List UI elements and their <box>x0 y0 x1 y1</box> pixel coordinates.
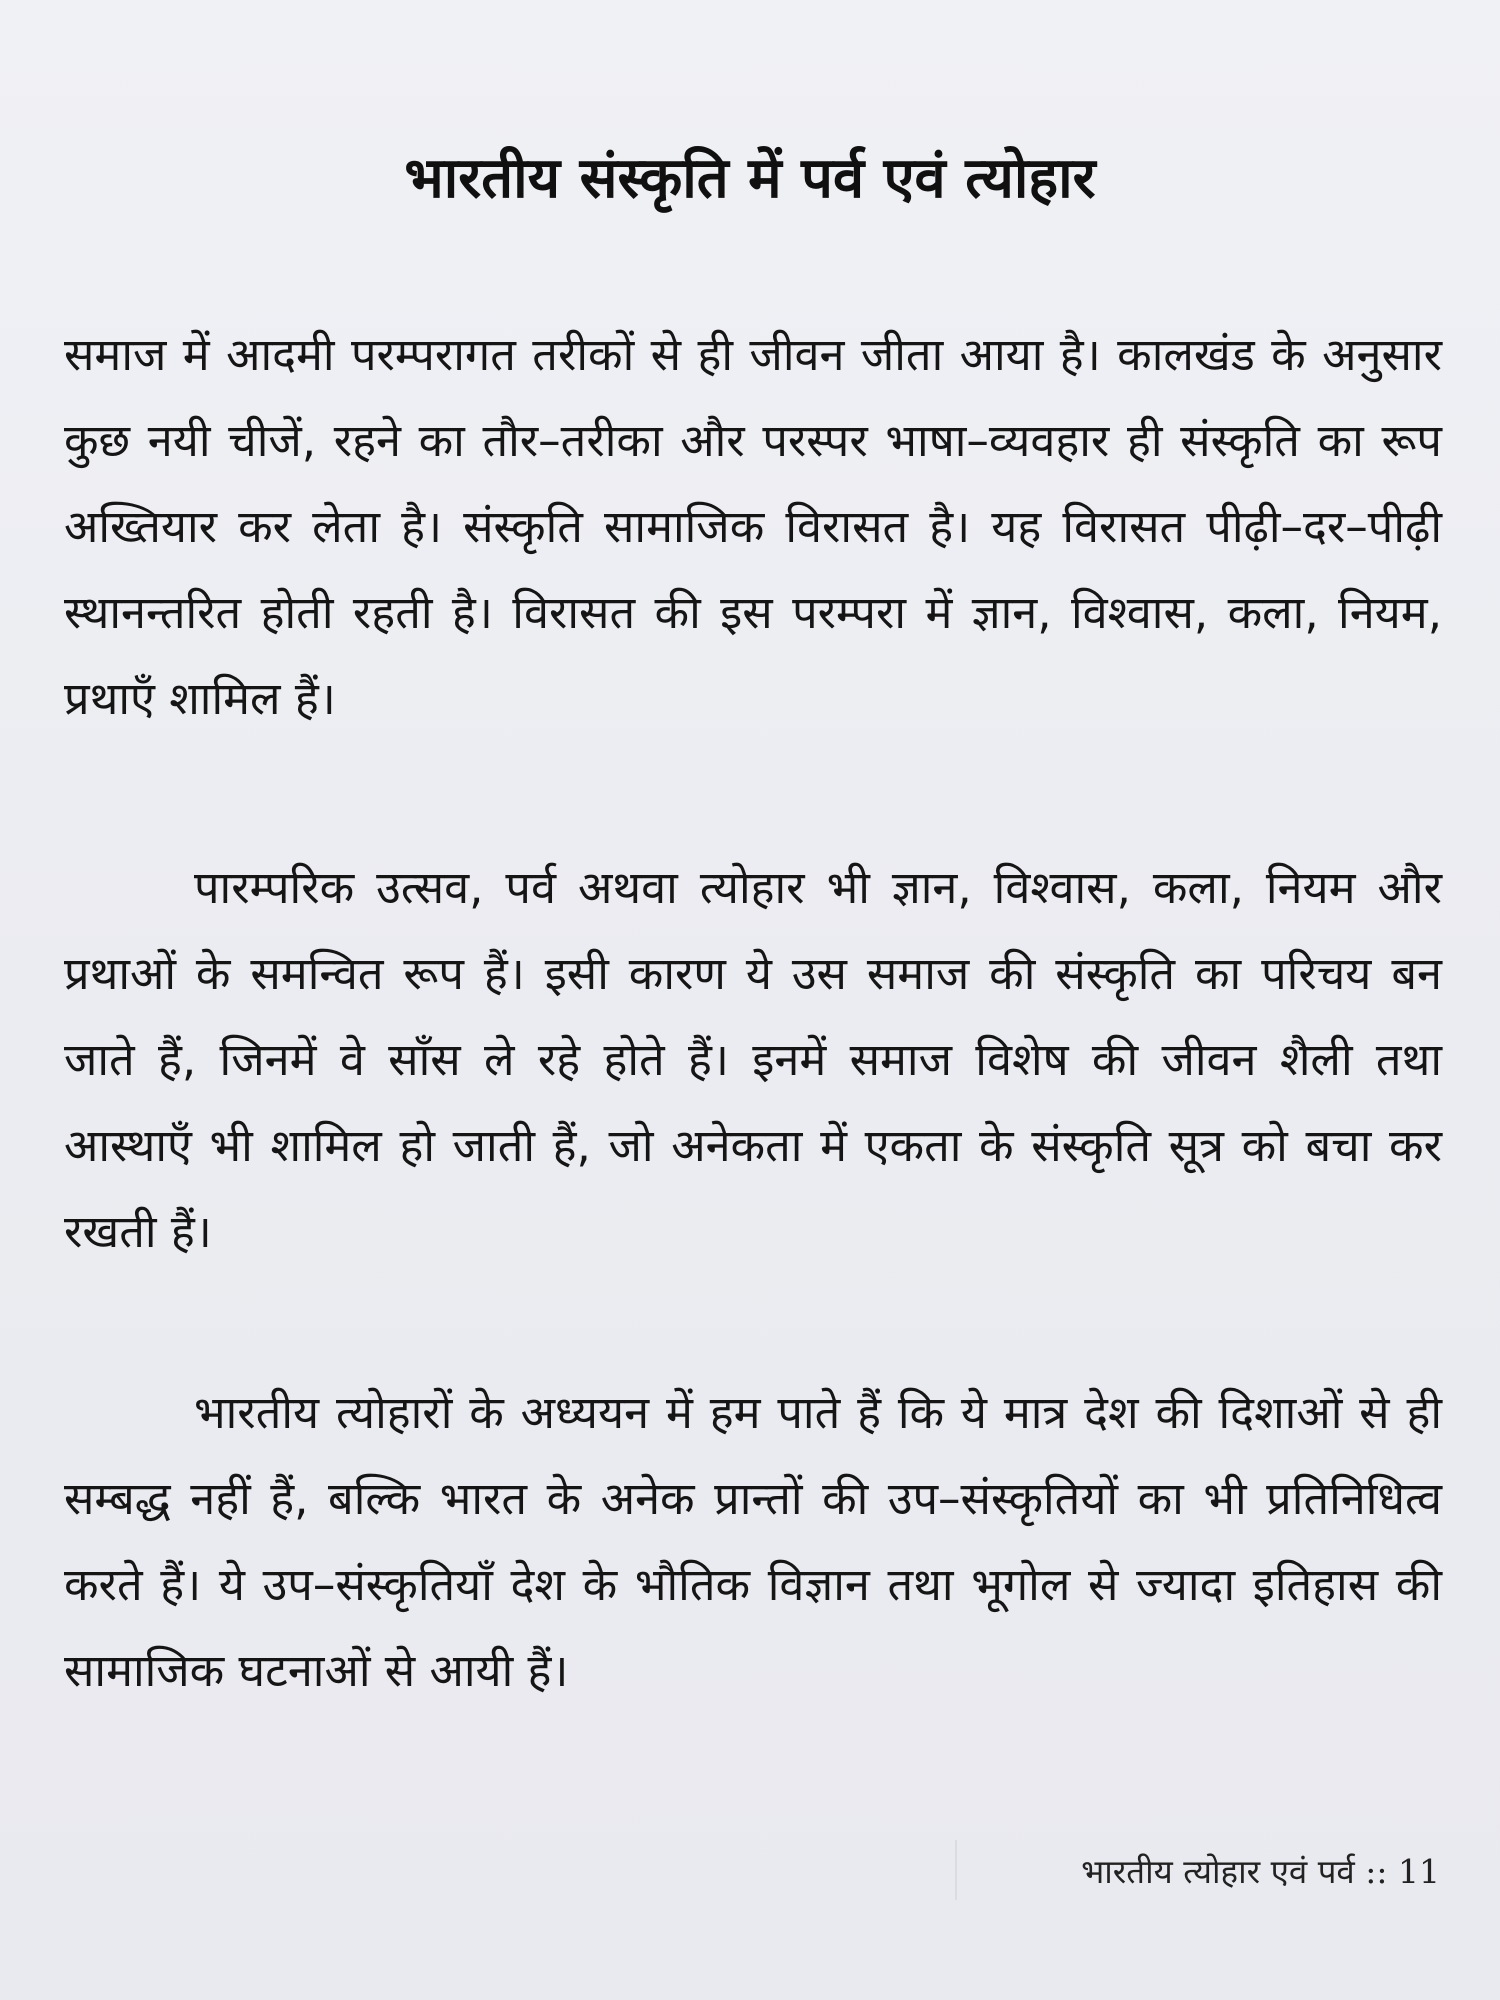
page-footer: भारतीय त्योहार एवं पर्व :: 11 <box>1081 1852 1440 1891</box>
paragraph-1: समाज में आदमी परम्परागत तरीकों से ही जीवन जीता आया है। कालखंड के अनुसार कुछ नयी चीजें, रहने का तौर–तरीका और परस्पर भाषा–व्यवहार ही संस्कृति का रूप अख्तियार कर लेता है। संस्कृति सामाजिक विरासत है। यह विरासत पीढ़ी–दर–पीढ़ी स्थानन्तरित होती रहती है। विरासत की इस परम्परा में ज्ञान, विश्वास, कला, नियम, प्रथाएँ शामिल हैं। <box>64 328 1442 725</box>
paragraph-2: पारम्परिक उत्सव, पर्व अथवा त्योहार भी ज्ञान, विश्वास, कला, नियम और प्रथाओं के समन्वित रूप हैं। इसी कारण ये उस समाज की संस्कृति का परिचय बन जाते हैं, जिनमें वे साँस ले रहे होते हैं। इनमें समाज विशेष की जीवन शैली तथा आस्थाएँ भी शामिल हो जाती हैं, जो अनेकता में एकता के संस्कृति सूत्र को बचा कर रखती हैं। <box>64 861 1442 1258</box>
chapter-title: भारतीय संस्कृति में पर्व एवं त्योहार <box>404 146 1096 211</box>
paragraph-3: भारतीय त्योहारों के अध्ययन में हम पाते हैं कि ये मात्र देश की दिशाओं से ही सम्बद्ध नहीं हैं, बल्कि भारत के अनेक प्रान्तों की उप–संस्कृतियों का भी प्रतिनिधित्व करते हैं। ये उप–संस्कृतियाँ देश के भौतिक विज्ञान तथा भूगोल से ज्यादा इतिहास की सामाजिक घटनाओं से आयी हैं। <box>64 1386 1442 1697</box>
